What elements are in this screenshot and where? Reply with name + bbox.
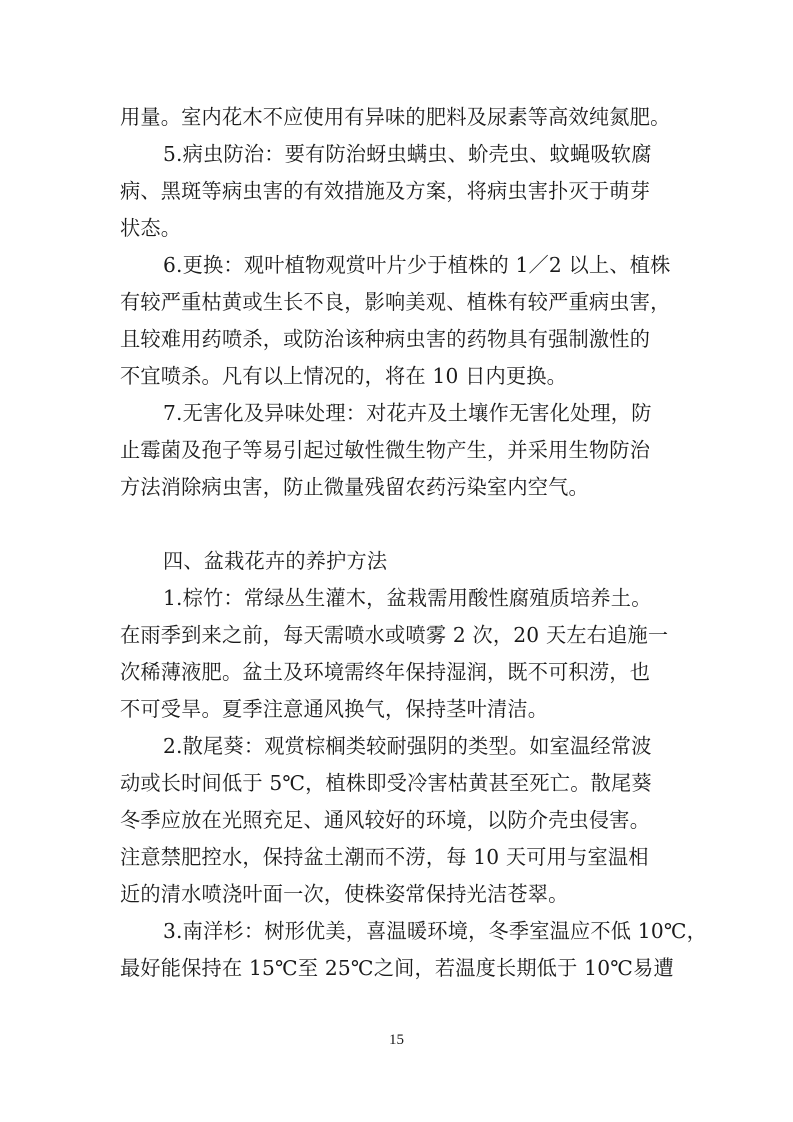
text-line: 在雨季到来之前，每天需喷水或喷雾 2 次，20 天左右追施一 <box>120 623 669 647</box>
text-line: 状态。 <box>120 216 182 240</box>
text-line: 2.散尾葵：观赏棕榈类较耐强阴的类型。如室温经常波 <box>163 734 652 758</box>
text-line: 冬季应放在光照充足、通风较好的环境，以防介壳虫侵害。 <box>120 808 651 832</box>
text-line: 有较严重枯黄或生长不良，影响美观、植株有较严重病虫害， <box>120 290 671 314</box>
text-line: 6.更换：观叶植物观赏叶片少于植株的 1／2 以上、植株 <box>163 253 671 277</box>
text-line: 最好能保持在 15℃至 25℃之间，若温度长期低于 10℃易遭 <box>120 956 674 980</box>
text-line: 注意禁肥控水，保持盆土潮而不涝，每 10 天可用与室温相 <box>120 845 649 869</box>
text-line: 近的清水喷浇叶面一次，使株姿常保持光洁苍翠。 <box>120 882 569 906</box>
text-line: 方法消除病虫害，防止微量残留农药污染室内空气。 <box>120 475 589 499</box>
body-text <box>120 99 708 987</box>
page-number: 15 <box>389 1032 404 1048</box>
text-line: 1.棕竹：常绿丛生灌木，盆栽需用酸性腐殖质培养土。 <box>163 586 652 610</box>
text-line: 止霉菌及孢子等易引起过敏性微生物产生，并采用生物防治 <box>120 438 651 462</box>
blank-line <box>120 506 680 543</box>
text-line: 3.南洋杉：树形优美，喜温暖环境，冬季室温应不低 10℃， <box>163 919 708 943</box>
text-line: 用量。室内花木不应使用有异味的肥料及尿素等高效纯氮肥。 <box>120 105 671 129</box>
text-line: 动或长时间低于 5℃，植株即受冷害枯黄甚至死亡。散尾葵 <box>120 771 652 795</box>
text-line: 不可受旱。夏季注意通风换气，保持茎叶清洁。 <box>120 697 549 721</box>
text-line: 不宜喷杀。凡有以上情况的，将在 10 日内更换。 <box>120 364 568 388</box>
text-line: 病、黑斑等病虫害的有效措施及方案，将病虫害扑灭于萌芽 <box>120 179 651 203</box>
text-line: 5.病虫防治：要有防治蚜虫螨虫、蚧壳虫、蚊蝇吸软腐 <box>163 142 652 166</box>
text-line: 且较难用药喷杀，或防治该种病虫害的药物具有强制激性的 <box>120 327 651 351</box>
text-line: 7.无害化及异味处理：对花卉及土壤作无害化处理，防 <box>163 401 652 425</box>
section-heading: 四、盆栽花卉的养护方法 <box>163 549 388 573</box>
text-line: 次稀薄液肥。盆土及环境需终年保持湿润，既不可积涝，也 <box>120 660 651 684</box>
